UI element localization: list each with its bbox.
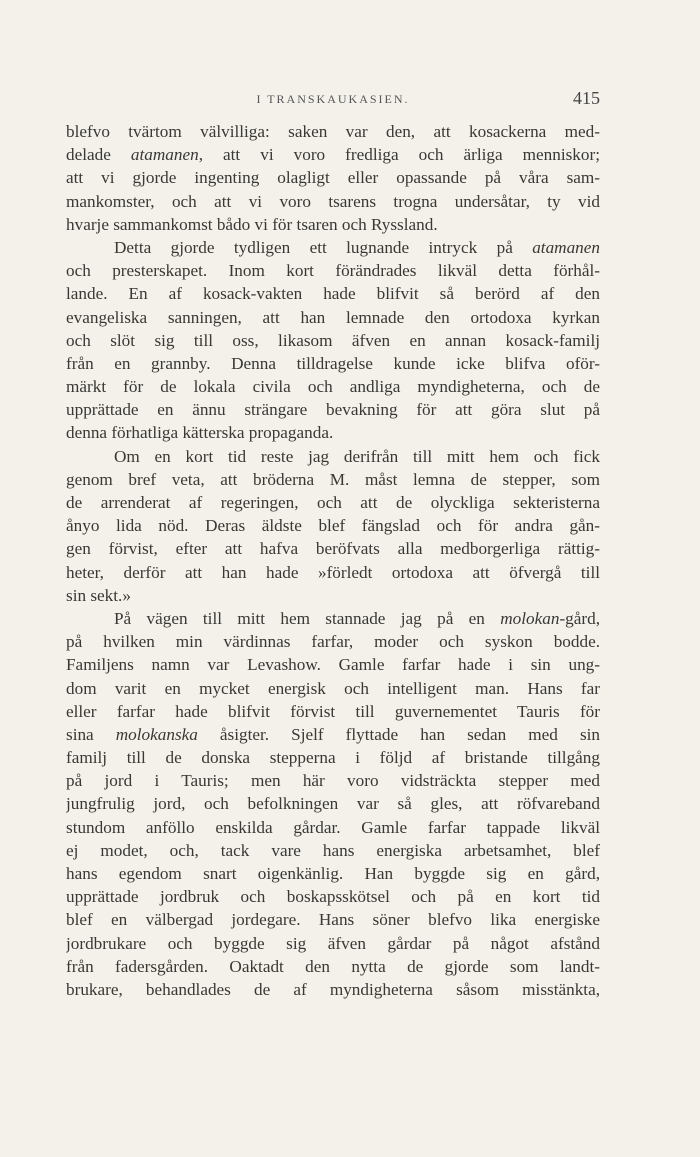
text-run: , att vi voro fredliga och ärliga menniskor; (198, 145, 600, 165)
text-run: brukare, behandlades de af myndigheterna såsom misstänkta, (66, 979, 600, 999)
text-run: från fadersgården. Oaktadt den nytta de gjorde som landt- (66, 956, 600, 976)
text-line (66, 630, 600, 653)
text-run: och presterskapet. Inom kort förändrades likväl detta förhål- (66, 261, 600, 281)
text-run: Detta gjorde tydligen ett lugnande intryck på (114, 237, 533, 257)
text-line (66, 445, 600, 468)
text-line (66, 885, 600, 908)
running-head (66, 88, 600, 110)
text-run: jordbrukare och byggde sig äfven gårdar på något afstånd (66, 933, 600, 953)
text-line (66, 955, 600, 978)
text-line (66, 723, 600, 746)
text-line (66, 839, 600, 862)
text-line (66, 259, 600, 282)
text-run: eller farfar hade blifvit förvist till guvernementet Tauris för (66, 701, 600, 721)
text-line (66, 792, 600, 815)
page-number: 415 (573, 88, 600, 108)
text-line (66, 329, 600, 352)
text-run: på hvilken min värdinnas farfar, moder och syskon bodde. (66, 632, 600, 652)
text-run: genom bref veta, att bröderna M. måst lemna de stepper, som (66, 469, 600, 489)
italic-term: molokanska (115, 724, 198, 744)
text-line (66, 352, 600, 375)
text-run: på jord i Tauris; men här voro vidsträckta stepper med (66, 771, 600, 791)
text-run: hans egendom snart oigenkänlig. Han byggde sig en gård, (66, 864, 600, 883)
text-line (66, 908, 600, 931)
text-run: från en grannby. Denna tilldragelse kunde icke blifva oför- (66, 353, 600, 373)
text-line (66, 978, 600, 1001)
text-line (66, 398, 600, 421)
text-run: stundom anföllo enskilda gårdar. Gamle farfar tappade likväl (66, 817, 600, 837)
text-line (66, 537, 600, 560)
text-run: de arrenderat af regeringen, och att de olyckliga sekteristerna (66, 493, 600, 512)
text-line (66, 561, 600, 584)
text-line (66, 862, 600, 885)
text-run: lande. En af kosack-vakten hade blifvit så berörd af den (66, 284, 600, 304)
italic-term: atamanen (130, 145, 199, 165)
text-line (66, 932, 600, 955)
text-run: delade (66, 145, 131, 165)
text-run: denna förhatliga kätterska propaganda. (66, 423, 334, 443)
text-line (66, 584, 600, 607)
text-line (66, 375, 600, 398)
text-run: ej modet, och, tack vare hans energiska arbetsamhet, blef (66, 840, 600, 860)
text-run: -gård, (559, 608, 600, 628)
text-run: blef en välbergad jordegare. Hans söner blefvo lika energiske (66, 910, 600, 930)
text-run: evangeliska sanningen, att han lemnade den ortodoxa kyrkan (66, 307, 600, 327)
text-line (66, 190, 600, 213)
text-run: att vi gjorde ingenting olagligt eller opassande på våra sam- (66, 168, 600, 188)
running-title: I TRANSKAUKASIEN. (256, 92, 410, 106)
text-line (66, 213, 600, 236)
text-run: På vägen till mitt hem stannade jag på en (114, 608, 501, 628)
text-run: blefvo tvärtom välvilliga: saken var den, att kosackerna med- (66, 122, 600, 141)
text-line (66, 421, 600, 444)
text-run: Familjens namn var Levashow. Gamle farfar hade i sin ung- (66, 655, 600, 675)
text-line (66, 491, 600, 514)
text-run: mankomster, och att vi voro tsarens trogna undersåtar, ty vid (66, 191, 600, 211)
text-run: upprättade jordbruk och boskapsskötsel och på en kort tid (66, 887, 600, 907)
text-run: hvarje sammankomst bådo vi för tsaren och Ryssland. (66, 214, 438, 234)
text-line (66, 306, 600, 329)
text-line (66, 607, 600, 630)
text-line (66, 653, 600, 676)
text-run: och slöt sig till oss, likasom äfven en annan kosack-familj (66, 330, 600, 350)
text-run: åsigter. Sjelf flyttade han sedan med sin (197, 724, 600, 744)
italic-term: molokan (500, 608, 560, 628)
text-run: sin sekt.» (66, 585, 131, 605)
text-line (66, 166, 600, 189)
text-line (66, 746, 600, 769)
text-run: upprättade en ännu strängare bevakning för att göra slut på (66, 400, 600, 420)
text-line (66, 769, 600, 792)
text-run: dom varit en mycket energisk och intelligent man. Hans far (66, 678, 600, 698)
text-line (66, 143, 600, 166)
text-line (66, 236, 600, 259)
text-line (66, 282, 600, 305)
text-line (66, 120, 600, 143)
text-line (66, 700, 600, 723)
text-run: jungfrulig jord, och befolkningen var så gles, att röfvareband (66, 794, 600, 814)
text-line (66, 468, 600, 491)
text-run: ånyo lida nöd. Deras äldste blef fängslad och för andra gån- (66, 516, 600, 536)
body-text (66, 120, 600, 1001)
text-run: heter, derför att han hade »förledt ortodoxa att öfvergå till (66, 562, 600, 582)
text-run: gen förvist, efter att hafva beröfvats alla medborgerliga rättig- (66, 539, 600, 559)
text-run: familj till de donska stepperna i följd af bristande tillgång (66, 748, 600, 768)
text-line (66, 677, 600, 700)
text-run: sina (66, 724, 116, 744)
text-run: märkt för de lokala civila och andliga myndigheterna, och de (66, 377, 600, 397)
text-line (66, 514, 600, 537)
text-line (66, 816, 600, 839)
italic-term: atamanen (532, 237, 600, 257)
text-run: Om en kort tid reste jag derifrån till mitt hem och fick (114, 446, 600, 466)
